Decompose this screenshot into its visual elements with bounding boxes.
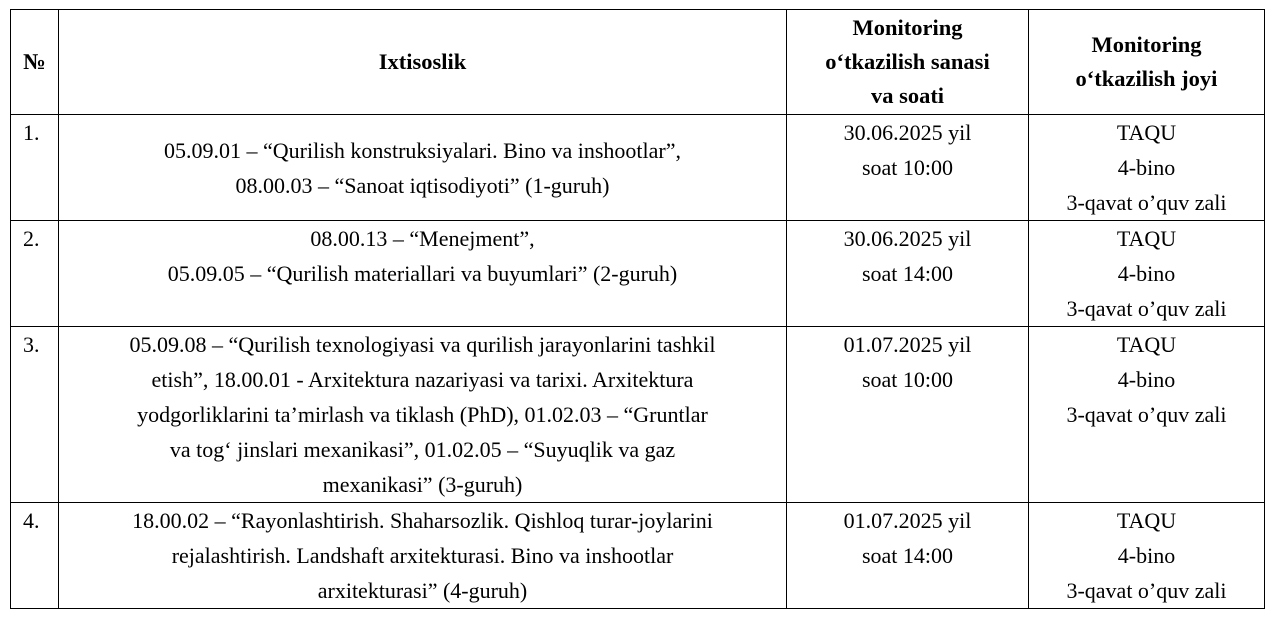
row-number: 3. [11, 327, 59, 503]
row-specialty [59, 327, 787, 503]
specialty-line: 08.00.13 – “Menejment”, [310, 226, 535, 251]
row-number: 1. [11, 115, 59, 221]
specialty-line: 05.09.05 – “Qurilish materiallari va buyumlari” (2-guruh) [167, 261, 678, 286]
place-line: 3-qavat o’quv zali [1066, 578, 1227, 603]
specialty-line: va tog‘ jinslari mexanikasi”, 01.02.05 – “Suyuqlik va gaz [169, 437, 676, 462]
row-specialty [59, 115, 787, 221]
specialty-line: rejalashtirish. Landshaft arxitekturasi. Bino va inshootlar [171, 543, 674, 568]
place-line: 3-qavat o’quv zali [1066, 190, 1227, 215]
row-date [787, 115, 1029, 221]
place-line: TAQU [1116, 332, 1177, 357]
header-place-line: o‘tkazilish joyi [1075, 66, 1218, 91]
monitoring-schedule-table [10, 9, 1265, 609]
table-header-row [11, 10, 1265, 115]
specialty-line: 05.09.01 – “Qurilish konstruksiyalari. Bino va inshootlar”, [164, 137, 681, 163]
row-place [1029, 115, 1265, 221]
header-place [1029, 10, 1265, 115]
place-line: 4-bino [1117, 261, 1176, 286]
row-place [1029, 327, 1265, 503]
date-line: 30.06.2025 yil [843, 120, 972, 145]
date-line: 30.06.2025 yil [843, 226, 972, 251]
row-date [787, 503, 1029, 609]
place-line: 4-bino [1117, 367, 1176, 392]
specialty-line: yodgorliklarini ta’mirlash va tiklash (PhD), 01.02.03 – “Gruntlar [137, 402, 708, 427]
row-number: 4. [11, 503, 59, 609]
table-row [11, 221, 1265, 327]
row-place [1029, 503, 1265, 609]
row-place [1029, 221, 1265, 327]
date-line: 01.07.2025 yil [843, 508, 972, 533]
row-specialty [59, 503, 787, 609]
row-date [787, 327, 1029, 503]
table-row [11, 115, 1265, 221]
table-row [11, 503, 1265, 609]
place-line: 3-qavat o’quv zali [1066, 402, 1227, 427]
time-line: soat 14:00 [861, 543, 954, 568]
header-date-line: o‘tkazilish sanasi [825, 49, 990, 74]
time-line: soat 10:00 [861, 367, 954, 392]
specialty-line: mexanikasi” (3-guruh) [322, 472, 523, 497]
place-line: TAQU [1116, 120, 1177, 145]
header-number: № [11, 10, 59, 115]
specialty-line: 05.09.08 – “Qurilish texnologiyasi va qurilish jarayonlarini tashkil [129, 332, 716, 357]
time-line: soat 10:00 [861, 155, 954, 180]
header-place-line: Monitoring [1091, 32, 1202, 57]
time-line: soat 14:00 [861, 261, 954, 286]
row-number: 2. [11, 221, 59, 327]
place-line: TAQU [1116, 508, 1177, 533]
date-line: 01.07.2025 yil [843, 332, 972, 357]
specialty-line: arxitekturasi” (4-guruh) [317, 578, 528, 603]
specialty-line: 08.00.03 – “Sanoat iqtisodiyoti” (1-guruh) [235, 172, 610, 198]
place-line: 4-bino [1117, 155, 1176, 180]
header-date [787, 10, 1029, 115]
row-specialty [59, 221, 787, 327]
header-date-line: va soati [870, 83, 945, 108]
place-line: TAQU [1116, 226, 1177, 251]
row-date [787, 221, 1029, 327]
specialty-line: etish”, 18.00.01 - Arxitektura nazariyasi va tarixi. Arxitektura [151, 367, 694, 392]
place-line: 3-qavat o’quv zali [1066, 296, 1227, 321]
specialty-line: 18.00.02 – “Rayonlashtirish. Shaharsozlik. Qishloq turar-joylarini [132, 508, 713, 533]
header-date-line: Monitoring [852, 15, 963, 40]
table-row [11, 327, 1265, 503]
place-line: 4-bino [1117, 543, 1176, 568]
header-specialty: Ixtisoslik [59, 10, 787, 115]
